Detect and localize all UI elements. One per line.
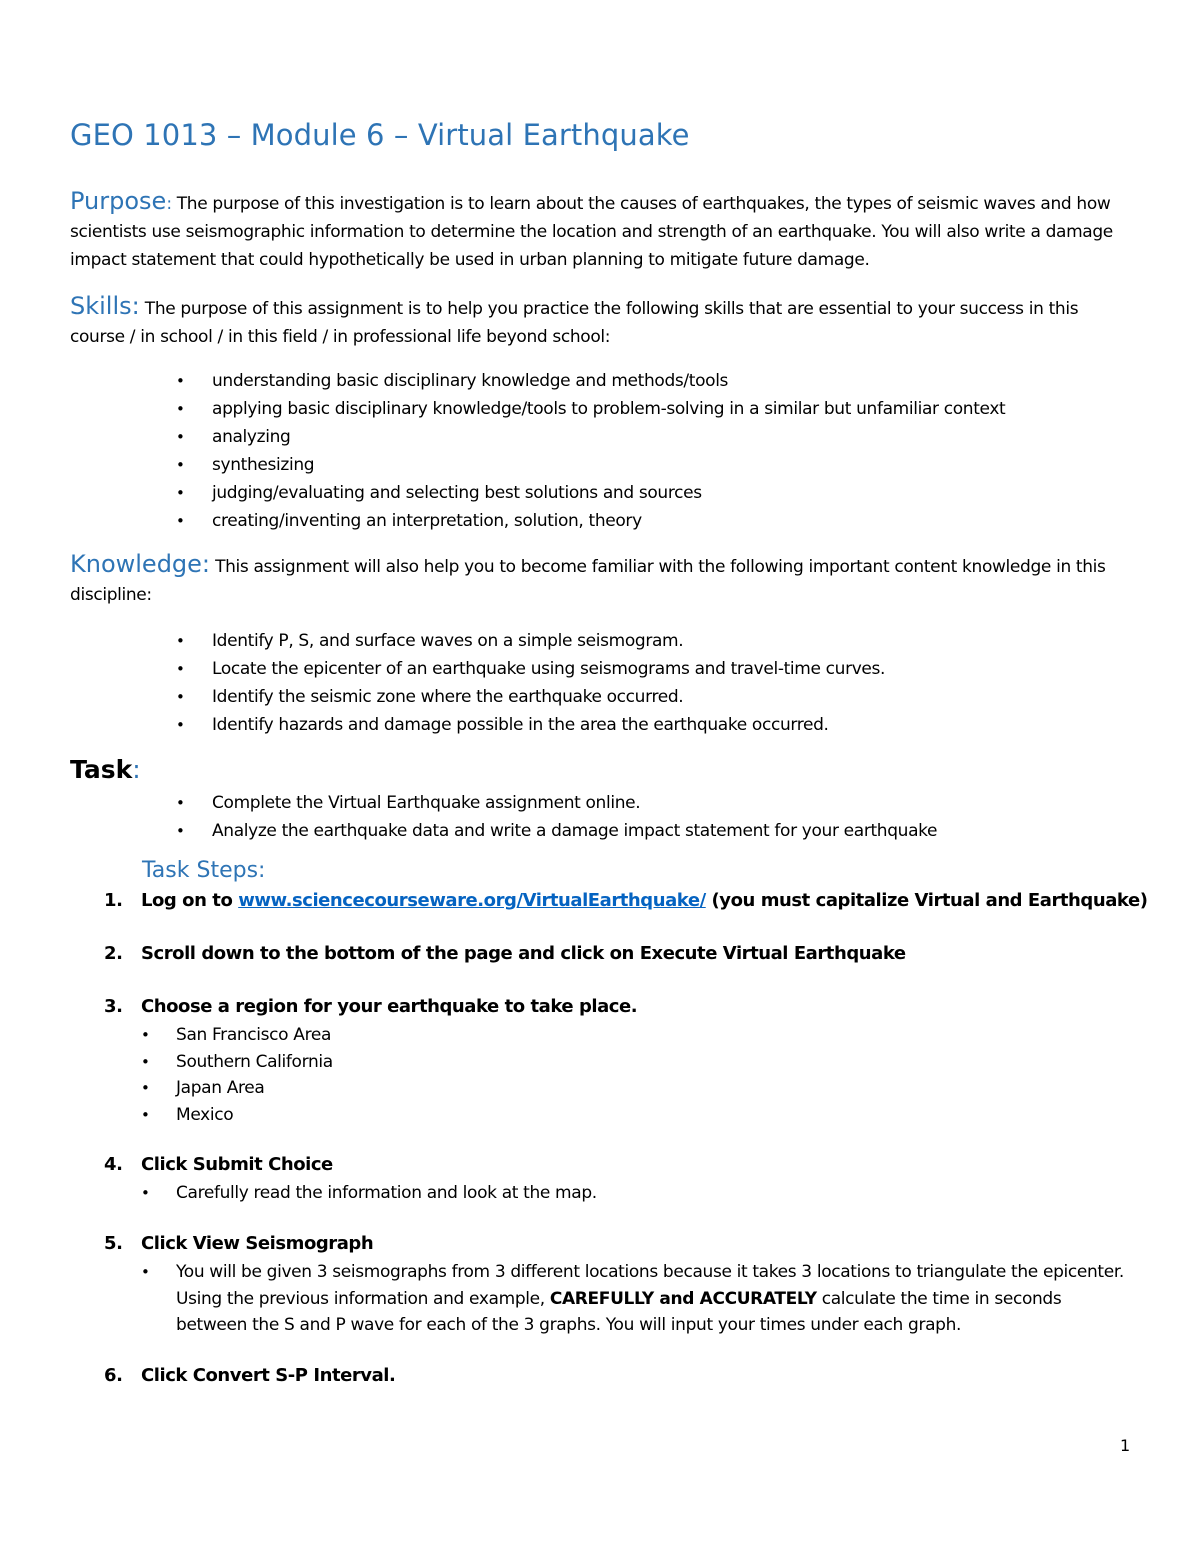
skills-text: The purpose of this assignment is to help you practice the following skills that are essential to your success in this course / in school / in this field / in professional life beyond school: <box>70 299 1079 347</box>
list-item: • Identify P, S, and surface waves on a simple seismogram. <box>176 627 885 655</box>
bullet-icon: • <box>176 512 185 530</box>
task-heading <box>70 755 141 784</box>
step-4-list <box>141 1180 1131 1207</box>
list-item: • Carefully read the information and look at the map. <box>141 1180 1131 1207</box>
emphasis-text: CAREFULLY and ACCURATELY <box>549 1288 817 1309</box>
step-6: 6. Click Convert S-P Interval. <box>104 1365 396 1386</box>
page-number: 1 <box>1120 1436 1131 1455</box>
list-item: • Identify hazards and damage possible in the area the earthquake occurred. <box>176 711 885 739</box>
list-item: • analyzing <box>176 423 1005 451</box>
bullet-icon: • <box>141 1052 150 1071</box>
list-item: • Identify the seismic zone where the earthquake occurred. <box>176 683 885 711</box>
list-item: • Analyze the earthquake data and write a damage impact statement for your earthquake <box>176 817 937 845</box>
purpose-paragraph <box>70 187 1130 274</box>
list-item: • Japan Area <box>141 1075 1131 1102</box>
list-item: • You will be given 3 seismographs from 3 different locations because it takes 3 locations to triangulate the epicenter. Using the previous information and example, CAREFULLY and ACCURATELY calculate the time in seconds between the S and P wave for each of the 3 graphs. You will input your times under each graph. <box>141 1259 1131 1339</box>
bullet-icon: • <box>141 1263 150 1281</box>
knowledge-paragraph <box>70 550 1130 609</box>
task-list <box>176 789 937 845</box>
bullet-icon: • <box>176 716 185 734</box>
bullet-icon: • <box>176 660 185 678</box>
task-label: Task <box>70 755 133 784</box>
list-item: • synthesizing <box>176 451 1005 479</box>
task-colon: : <box>132 755 141 784</box>
bullet-icon: • <box>141 1105 150 1124</box>
list-item: • San Francisco Area <box>141 1022 1131 1049</box>
list-item: • understanding basic disciplinary knowledge and methods/tools <box>176 367 1005 395</box>
bullet-icon: • <box>141 1079 150 1097</box>
step-4: 4. Click Submit Choice <box>104 1154 333 1175</box>
purpose-colon: : <box>166 194 172 214</box>
list-item: • applying basic disciplinary knowledge/tools to problem-solving in a similar but unfamiliar context <box>176 395 1005 423</box>
step-5-list <box>141 1259 1131 1339</box>
bullet-icon: • <box>141 1184 150 1202</box>
bullet-icon: • <box>176 428 185 446</box>
purpose-label: Purpose <box>70 187 167 215</box>
bullet-icon: • <box>176 372 185 390</box>
step-3: 3. Choose a region for your earthquake to take place. <box>104 996 638 1017</box>
knowledge-list <box>176 627 885 739</box>
bullet-icon: • <box>176 400 185 418</box>
step-1: 1. Log on to www.sciencecourseware.org/VirtualEarthquake/ (you must capitalize Virtual and Earthquake) <box>104 890 1148 911</box>
list-item: • Southern California <box>141 1049 1131 1076</box>
list-item: • Complete the Virtual Earthquake assignment online. <box>176 789 937 817</box>
bullet-icon: • <box>141 1026 150 1044</box>
list-item: • creating/inventing an interpretation, solution, theory <box>176 507 1005 535</box>
bullet-icon: • <box>176 632 185 650</box>
region-list <box>141 1022 1131 1128</box>
list-item: • judging/evaluating and selecting best solutions and sources <box>176 479 1005 507</box>
knowledge-text: This assignment will also help you to become familiar with the following important content knowledge in this discipline: <box>70 557 1106 605</box>
document-title: GEO 1013 – Module 6 – Virtual Earthquake <box>70 118 690 152</box>
bullet-icon: • <box>176 822 185 840</box>
purpose-text: The purpose of this investigation is to learn about the causes of earthquakes, the types of seismic waves and how scientists use seismographic information to determine the location and strength of an earthquake. You will also write a damage impact statement that could hypothetically be used in urban planning to mitigate future damage. <box>70 194 1113 270</box>
bullet-icon: • <box>176 484 185 502</box>
skills-paragraph <box>70 292 1130 351</box>
knowledge-label: Knowledge: <box>70 550 211 578</box>
bullet-icon: • <box>176 688 185 706</box>
task-steps-title: Task Steps: <box>142 858 266 883</box>
virtual-earthquake-link[interactable]: www.sciencecourseware.org/VirtualEarthquake/ <box>238 890 706 911</box>
step-2: 2. Scroll down to the bottom of the page and click on Execute Virtual Earthquake <box>104 943 906 964</box>
bullet-icon: • <box>176 794 185 812</box>
list-item: • Locate the epicenter of an earthquake using seismograms and travel-time curves. <box>176 655 885 683</box>
step-5: 5. Click View Seismograph <box>104 1233 374 1254</box>
skills-list <box>176 367 1005 535</box>
bullet-icon: • <box>176 456 185 474</box>
list-item: • Mexico <box>141 1102 1131 1129</box>
skills-label: Skills: <box>70 292 140 320</box>
